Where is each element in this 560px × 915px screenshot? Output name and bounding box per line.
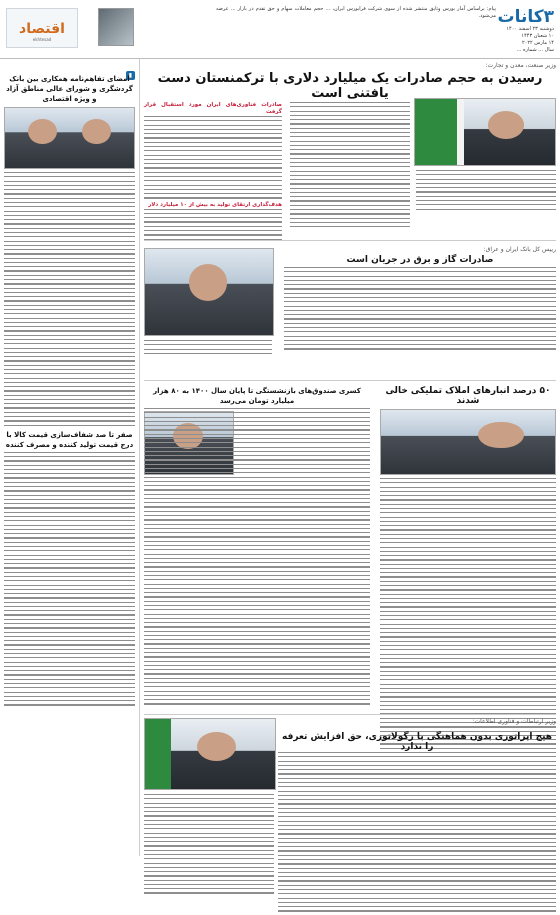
newspaper-logo: ۳کانات — [497, 7, 554, 27]
sidebar-tag: ▮ — [126, 71, 135, 80]
ticker-photo — [98, 8, 134, 46]
pension-headline: کسری صندوق‌های بازنشستگی تا پایان سال ۱۴۰۰ به ۸۰ هزار میلیارد تومان می‌رسد — [153, 387, 361, 405]
column-divider — [139, 58, 140, 856]
warehouse-photo — [380, 409, 556, 475]
warehouse-article — [380, 384, 556, 769]
section-divider — [144, 380, 556, 381]
left-column — [4, 62, 135, 852]
highlight-b: هدف‌گذاری ارتقای تولید به بیش از ۱۰ میلیارد دلار — [148, 201, 282, 208]
gas-article — [284, 246, 556, 353]
telecom-body — [278, 752, 556, 915]
telecom-body-left — [144, 794, 274, 897]
main-kicker: وزیر صنعت، معدن و تجارت: — [485, 62, 556, 69]
telecom-photo — [144, 718, 276, 790]
section-divider — [144, 240, 556, 241]
section-logo-word: اقتصاد — [19, 21, 65, 37]
left-photo — [4, 107, 135, 169]
gas-photo — [144, 248, 274, 336]
main-headline: رسیدن به حجم صادرات یک میلیارد دلاری با ترکمنستان دست یافتنی است — [157, 71, 543, 101]
left-headline: امضای تفاهم‌نامه همکاری بین بانک گردشگری و شورای عالی مناطق آزاد و ویژه اقتصادی — [6, 75, 133, 103]
news-ticker: پیام: براساس آمار بورس وثایق منتشر شده از سوی شرکت فرابورس ایران، ... حجم معاملات سهام و حق تقدم در بازار ... عرضه می‌شود. — [216, 6, 496, 19]
left-article-body-2 — [4, 452, 135, 706]
page-header — [0, 0, 560, 59]
left-article-body — [4, 172, 135, 426]
section-logo-sub: ekhtesad — [32, 37, 52, 42]
top-article-col-3 — [144, 102, 282, 243]
gas-headline: صادرات گاز و برق در جریان است — [346, 255, 494, 265]
pension-article — [144, 384, 370, 708]
telecom-kicker: وزیر ارتباطات و فناوری اطلاعات: — [472, 718, 556, 725]
date-line: دوشنبه ۲۳ اسفند ۱۴۰۰ — [506, 26, 554, 32]
warehouse-headline: ۵۰ درصد انبارهای املاک تملیکی خالی شدند — [385, 386, 551, 406]
top-photo — [416, 98, 556, 164]
top-article-col-1 — [416, 170, 556, 213]
date-line: ۱۰ شعبان ۱۴۴۳ — [521, 33, 554, 39]
section-logo — [6, 8, 78, 48]
issue-line: سال ... شماره ... — [516, 47, 554, 53]
section-divider — [144, 714, 556, 715]
masthead — [497, 7, 554, 54]
left-headline-2: صفر تا صد شفاف‌سازی قیمت کالا با درج قیمت تولید کننده و مصرف کننده — [5, 430, 134, 449]
highlight-a: صادرات فناوری‌های ایران مورد استقبال قرار گرفت — [144, 102, 282, 115]
date-line: ۱۴ مارس ۲۰۲۲ — [521, 40, 554, 46]
top-article-col-2 — [290, 102, 410, 230]
main-area — [144, 62, 556, 852]
gas-kicker: رییس کل بانک ایران و عراق: — [483, 246, 556, 253]
telecom-headline: هیچ اپراتوری بدون هماهنگی با رگولاتوری، حق افزایش تعرفه را ندارد — [282, 732, 552, 752]
gas-caption — [144, 340, 272, 357]
